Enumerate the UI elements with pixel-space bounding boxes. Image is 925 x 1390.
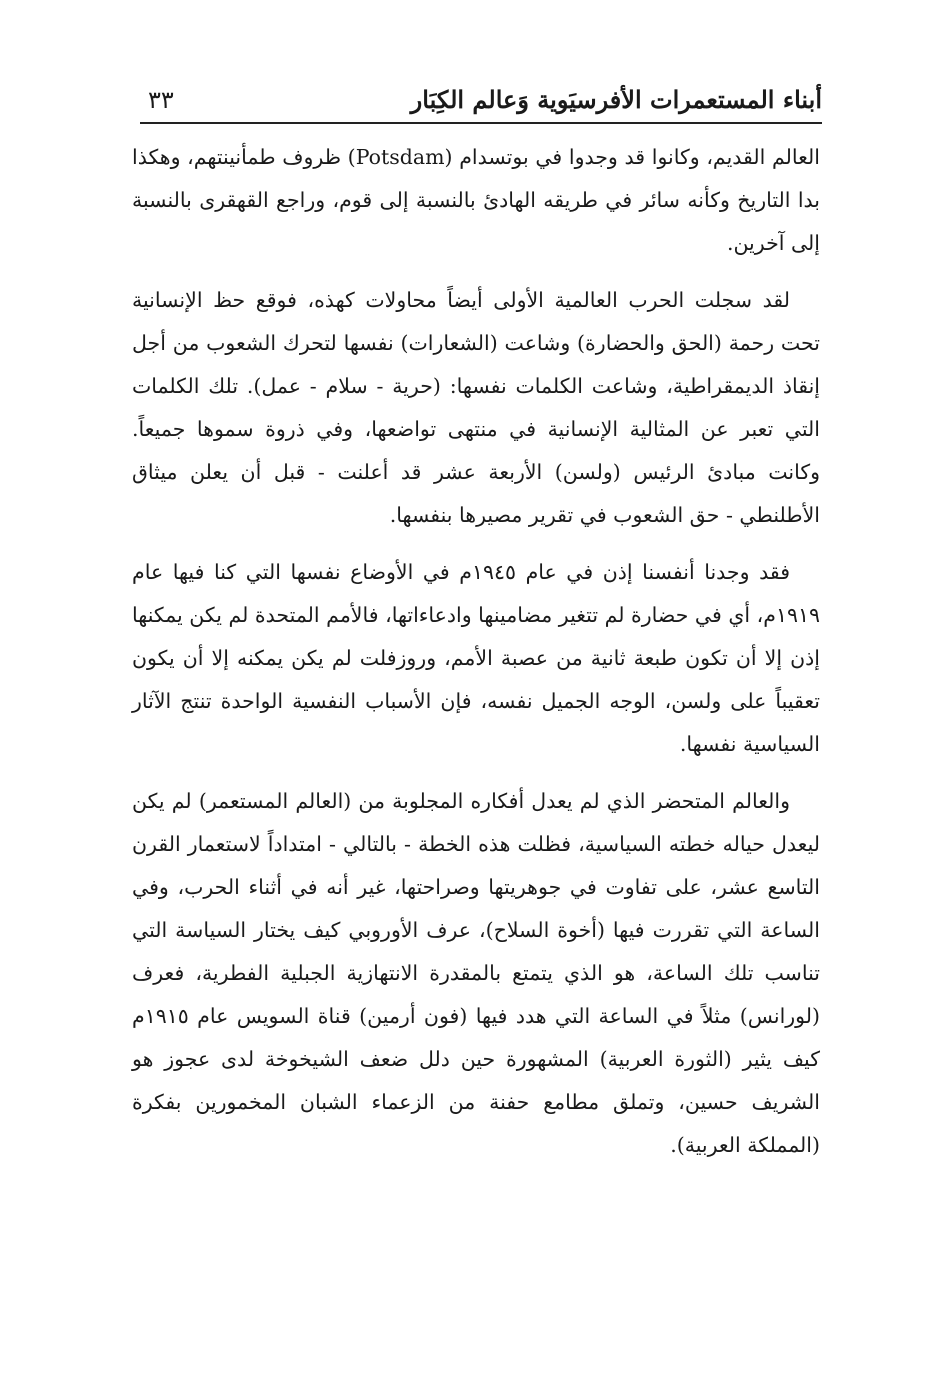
paragraph-1: العالم القديم، وكانوا قد وجدوا في بوتسدام (Potsdam) ظروف طمأنينتهم، وهكذا بدا التاريخ وكأنه سائر في طريقه الهادئ بالنسبة إلى قوم، وراجع القهقرى بالنسبة إلى آخرين.: [132, 145, 820, 255]
page-number: ٣٣: [148, 86, 174, 114]
header-rule: [140, 122, 822, 124]
body-text: [132, 136, 820, 1181]
paragraph-2: لقد سجلت الحرب العالمية الأولى أيضاً محاولات كهذه، فوقع حظ الإنسانية تحت رحمة (الحق والحضارة) وشاعت (الشعارات) نفسها لتحرك الشعوب من أجل إنقاذ الديمقراطية، وشاعت الكلمات نفسها: (حرية - سلام - عمل). تلك الكلمات التي تعبر عن المثالية الإنسانية في منتهى تواضعها، وفي ذروة سموها جميعاً. وكانت مبادئ الرئيس (ولسن) الأربعة عشر قد أعلنت - قبل أن يعلن ميثاق الأطلنطي - حق الشعوب في تقرير مصيرها بنفسها.: [132, 288, 820, 527]
running-title: أبناء المستعمرات الأفرسيَوية وَعالم الكِبَار: [410, 85, 822, 114]
running-header: [140, 80, 822, 124]
paragraph-3: فقد وجدنا أنفسنا إذن في عام ١٩٤٥م في الأوضاع نفسها التي كنا فيها عام ١٩١٩م، أي في حضارة لم تتغير مضامينها وادعاءاتها، فالأمم المتحدة لم يكن يمكنها إذن إلا أن تكون طبعة ثانية من عصبة الأمم، وروزفلت لم يكن يمكنه إلا أن يكون تعقيباً على ولسن، الوجه الجميل نفسه، فإن الأسباب النفسية الواحدة تنتج الآثار السياسية نفسها.: [132, 560, 820, 756]
paragraph-4: والعالم المتحضر الذي لم يعدل أفكاره المجلوبة من (العالم المستعمر) لم يكن ليعدل حياله خطته السياسية، فظلت هذه الخطة - بالتالي - امتداداً لاستعمار القرن التاسع عشر، على تفاوت في جوهريتها وصراحتها، غير أنه في أثناء الحرب، وفي الساعة التي تقررت فيها (أخوة السلاح)، عرف الأوروبي كيف يختار السياسة التي تناسب تلك الساعة، هو الذي يتمتع بالمقدرة الانتهازية الجبلية الفطرية، فعرف (لورانس) مثلاً في الساعة التي هدد فيها (فون أرمين) قناة السويس عام ١٩١٥م كيف يثير (الثورة العربية) المشهورة حين دلل ضعف الشيخوخة لدى عجوز هو الشريف حسين، وتملق مطامع حفنة من الزعماء الشبان المخمورين بفكرة (المملكة العربية).: [132, 789, 820, 1157]
